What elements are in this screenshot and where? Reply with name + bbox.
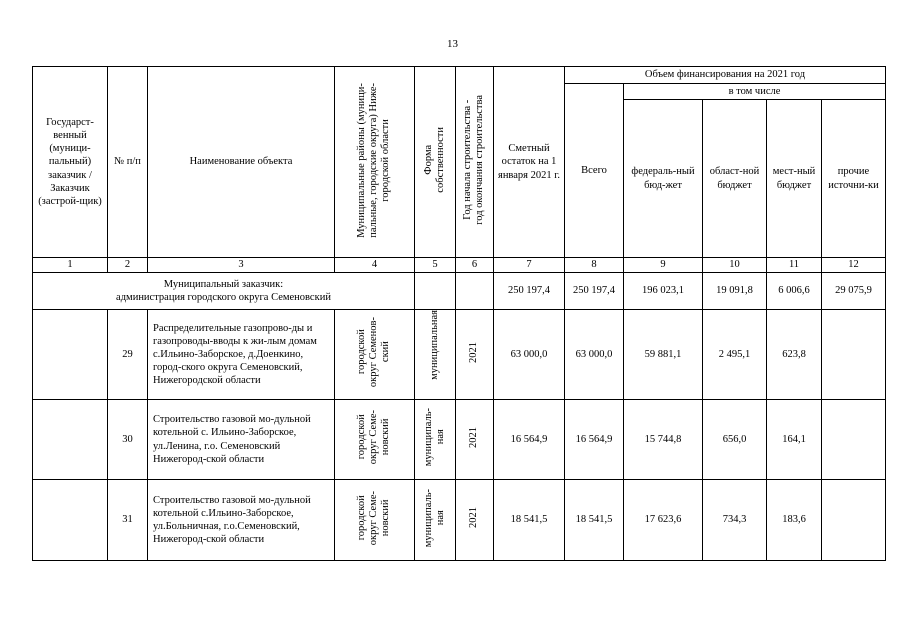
header-total: Всего [565, 84, 624, 258]
column-index: 7 [494, 258, 565, 273]
column-index: 12 [822, 258, 886, 273]
financing-table [32, 66, 886, 561]
column-index: 6 [456, 258, 494, 273]
column-index: 8 [565, 258, 624, 273]
row-customer-cell [33, 310, 108, 400]
row-customer-cell [33, 480, 108, 561]
row-total: 16 564,9 [565, 400, 624, 480]
header-row-1 [33, 67, 886, 84]
row-estimated-balance: 63 000,0 [494, 310, 565, 400]
column-index: 10 [703, 258, 767, 273]
summary-regional: 19 091,8 [703, 273, 767, 310]
summary-other: 29 075,9 [822, 273, 886, 310]
row-number: 30 [108, 400, 148, 480]
summary-federal: 196 023,1 [624, 273, 703, 310]
row-object-name: Строительство газовой мо-дульной котельной с. Ильино-Заборское, ул.Ленина, г.о. Семеновский Нижегород-ской области [148, 400, 335, 480]
row-years: 2021 [456, 480, 494, 561]
column-index: 4 [335, 258, 415, 273]
summary-row [33, 273, 886, 310]
summary-years-cell [456, 273, 494, 310]
header-customer: Государст-венный (муници-пальный) заказчик / Заказчик (застрой-щик) [33, 67, 108, 258]
row-estimated-balance: 18 541,5 [494, 480, 565, 561]
column-index: 9 [624, 258, 703, 273]
row-federal: 59 881,1 [624, 310, 703, 400]
column-index: 5 [415, 258, 456, 273]
row-other [822, 400, 886, 480]
row-federal: 15 744,8 [624, 400, 703, 480]
column-index: 11 [767, 258, 822, 273]
row-other [822, 480, 886, 561]
summary-total: 250 197,4 [565, 273, 624, 310]
row-district: городской округ Семе- новский [335, 400, 415, 480]
row-other [822, 310, 886, 400]
row-estimated-balance: 16 564,9 [494, 400, 565, 480]
header-estimated-balance: Сметный остаток на 1 января 2021 г. [494, 67, 565, 258]
page-number: 13 [447, 38, 458, 50]
header-funding-2021: Объем финансирования на 2021 год [565, 67, 886, 84]
row-local: 164,1 [767, 400, 822, 480]
summary-ownership-cell [415, 273, 456, 310]
header-years: Год начала строительства - год окончания строительства [456, 67, 494, 258]
row-district: городской округ Семенов- ский [335, 310, 415, 400]
header-including: в том числе [624, 84, 886, 100]
row-local: 623,8 [767, 310, 822, 400]
header-ownership: Форма собственности [415, 67, 456, 258]
row-district: городской округ Семе- новский [335, 480, 415, 561]
row-customer-cell [33, 400, 108, 480]
row-regional: 656,0 [703, 400, 767, 480]
row-regional: 2 495,1 [703, 310, 767, 400]
header-local: мест-ный бюджет [767, 100, 822, 258]
header-municipal-districts: Муниципальные районы (муници- пальные, городские округа) Ниже- городской области [335, 67, 415, 258]
column-index: 2 [108, 258, 148, 273]
row-ownership: муниципаль- ная [415, 400, 456, 480]
row-local: 183,6 [767, 480, 822, 561]
summary-customer-label: Муниципальный заказчик: администрация городского округа Семеновский [33, 273, 415, 310]
table-row [33, 400, 886, 480]
header-other: прочие источни-ки [822, 100, 886, 258]
row-regional: 734,3 [703, 480, 767, 561]
row-years: 2021 [456, 310, 494, 400]
header-federal: федераль-ный бюд-жет [624, 100, 703, 258]
table-row [33, 480, 886, 561]
row-federal: 17 623,6 [624, 480, 703, 561]
row-object-name: Строительство газовой мо-дульной котельной с.Ильино-Заборское, ул.Больничная, г.о.Семеновский, Нижегород-ской области [148, 480, 335, 561]
row-object-name: Распределительные газопрово-ды и газопроводы-вводы к жи-лым домам с.Ильино-Заборское, д.Доенкино, город-ского округа Семеновский, Нижегородской области [148, 310, 335, 400]
row-total: 18 541,5 [565, 480, 624, 561]
row-number: 29 [108, 310, 148, 400]
header-object-name: Наименование объекта [148, 67, 335, 258]
header-regional: област-ной бюджет [703, 100, 767, 258]
row-ownership: муниципаль- ная [415, 480, 456, 561]
table-row [33, 310, 886, 400]
row-total: 63 000,0 [565, 310, 624, 400]
summary-estimated-balance: 250 197,4 [494, 273, 565, 310]
row-number: 31 [108, 480, 148, 561]
row-years: 2021 [456, 400, 494, 480]
column-index: 3 [148, 258, 335, 273]
column-index: 1 [33, 258, 108, 273]
column-index-row [33, 258, 886, 273]
summary-local: 6 006,6 [767, 273, 822, 310]
row-ownership: муниципальная [415, 310, 456, 400]
header-number: № п/п [108, 67, 148, 258]
